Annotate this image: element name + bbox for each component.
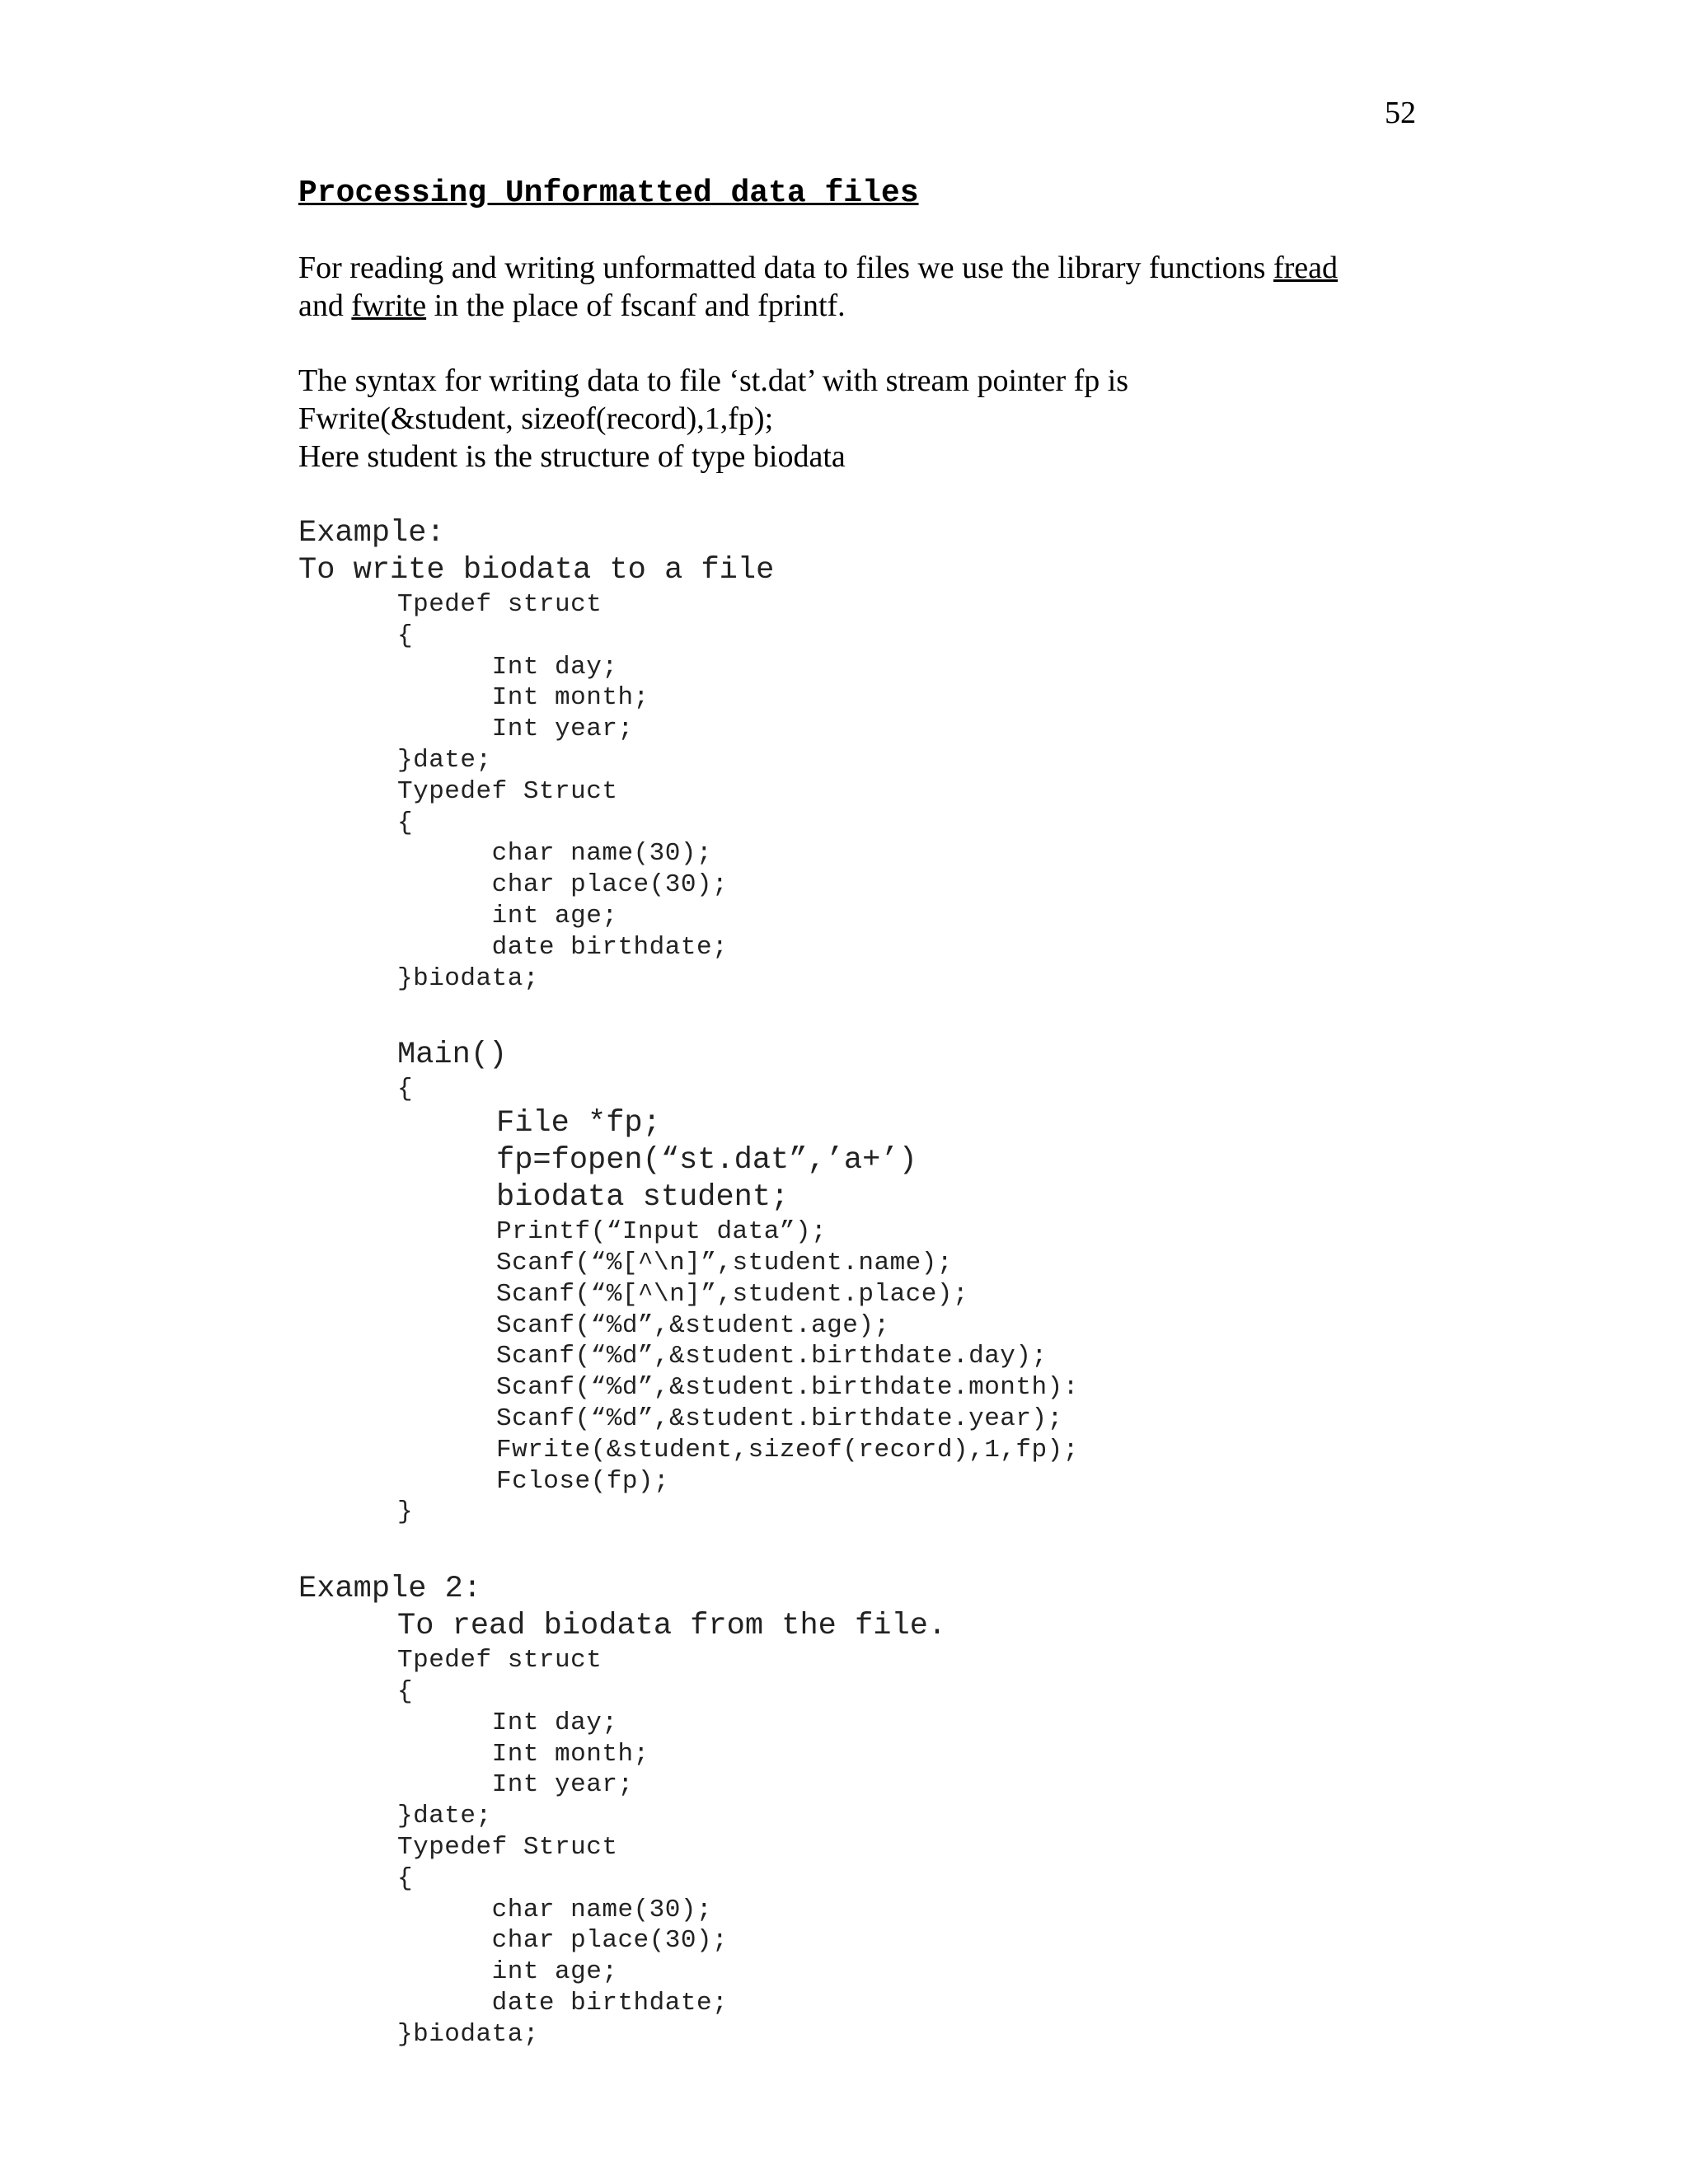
code-line: char place(30);	[397, 1926, 729, 1956]
syntax-line-1: The syntax for writing data to file ‘st.dat’ with stream pointer fp is	[298, 363, 1129, 398]
intro-paragraph	[298, 249, 1436, 325]
main-open-brace: {	[397, 1075, 414, 1104]
code-line: biodata student;	[496, 1180, 790, 1216]
code-line: char place(30);	[397, 870, 729, 900]
intro-line-2-suffix: in the place of fscanf and fprintf.	[426, 288, 846, 323]
example-1-label: Example:	[298, 516, 445, 551]
code-line: int age;	[397, 1957, 618, 1987]
page-number: 52	[1385, 96, 1416, 130]
code-line: }date;	[397, 1802, 492, 1831]
syntax-paragraph	[298, 362, 1436, 476]
code-line: }date;	[397, 745, 492, 775]
code-line: }biodata;	[397, 2019, 539, 2049]
code-line: Int day;	[397, 652, 618, 682]
code-line: Tpedef struct	[397, 590, 603, 619]
code-line: Printf(“Input data”);	[496, 1217, 828, 1247]
intro-line-1	[298, 249, 1436, 287]
code-line: {	[397, 808, 414, 837]
code-line: Tpedef struct	[397, 1646, 603, 1675]
fread-term: fread	[1273, 251, 1339, 285]
syntax-line-2: Fwrite(&student, sizeof(record),1,fp);	[298, 401, 774, 436]
fwrite-term: fwrite	[351, 288, 427, 323]
example-2-title: To read biodata from the file.	[397, 1609, 947, 1644]
code-line: Typedef Struct	[397, 776, 618, 806]
code-line: char name(30);	[397, 1895, 713, 1924]
code-line: Int day;	[397, 1708, 618, 1737]
section-heading: Processing Unformatted data files	[298, 176, 919, 211]
code-line: date birthdate;	[397, 1988, 729, 2018]
code-line: }biodata;	[397, 963, 539, 993]
main-small-code	[298, 1216, 1436, 1497]
code-line: Scanf(“%d”,&student.age);	[496, 1310, 890, 1340]
example-2-label: Example 2:	[298, 1572, 482, 1607]
code-line: File *fp;	[496, 1106, 661, 1141]
intro-line-2-prefix: and	[298, 288, 352, 323]
code-line: {	[397, 1863, 414, 1893]
syntax-line-3: Here student is the structure of type biodata	[298, 439, 846, 474]
page-content	[298, 173, 1436, 2050]
code-line: Scanf(“%d”,&student.birthdate.year);	[496, 1404, 1063, 1433]
code-line: Scanf(“%d”,&student.birthdate.day);	[496, 1342, 1048, 1371]
code-line: Int month;	[397, 683, 649, 713]
intro-line-2	[298, 287, 1436, 325]
code-line: int age;	[397, 901, 618, 930]
code-line: Scanf(“%[^\n]”,student.name);	[496, 1248, 953, 1277]
example-1-struct-code	[298, 589, 1436, 994]
main-close-brace: }	[397, 1497, 414, 1527]
code-line: Int month;	[397, 1739, 649, 1769]
code-line: Scanf(“%[^\n]”,student.place);	[496, 1279, 969, 1309]
code-line: fp=fopen(“st.dat”,’a+’)	[496, 1143, 917, 1179]
code-line: Fclose(fp);	[496, 1466, 670, 1496]
main-function-header: Main()	[397, 1038, 508, 1073]
code-line: {	[397, 1676, 414, 1706]
code-line: Fwrite(&student,sizeof(record),1,fp);	[496, 1435, 1079, 1465]
intro-line-1-text: For reading and writing unformatted data to files we use the library functions	[298, 251, 1273, 285]
code-line: Scanf(“%d”,&student.birthdate.month):	[496, 1373, 1079, 1403]
example-1-title: To write biodata to a file	[298, 553, 775, 588]
code-line: date birthdate;	[397, 932, 729, 962]
main-big-code	[298, 1105, 1436, 1216]
code-line: char name(30);	[397, 839, 713, 869]
code-line: Int year;	[397, 1770, 634, 1800]
code-line: {	[397, 621, 414, 650]
code-line: Typedef Struct	[397, 1832, 618, 1862]
code-line: Int year;	[397, 715, 634, 744]
example-2-struct-code	[298, 1645, 1436, 2050]
